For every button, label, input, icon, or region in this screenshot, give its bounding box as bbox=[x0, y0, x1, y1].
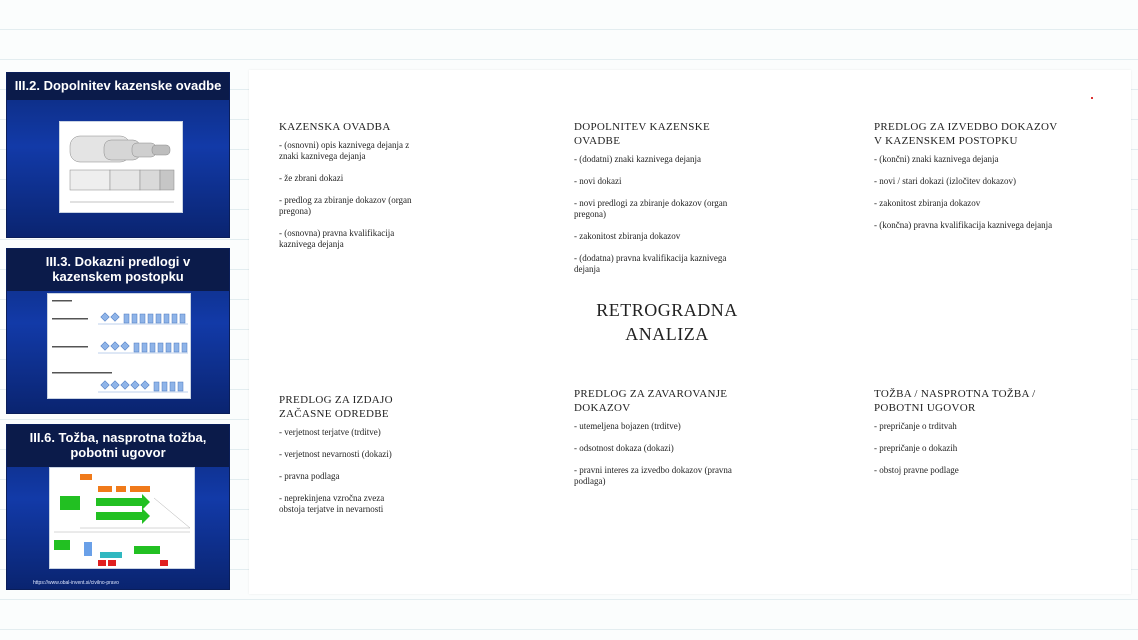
section-heading: PREDLOG ZA ZAVAROVANJE DOKAZOV bbox=[574, 388, 728, 414]
thumbnail-title: III.6. Tožba, nasprotna tožba, pobotni ugovor bbox=[7, 425, 229, 467]
section-list bbox=[279, 427, 409, 515]
list-item: - (osnovna) pravna kvalifikacija kaznivega dejanja bbox=[279, 228, 395, 249]
flow-diagram-image bbox=[48, 294, 192, 400]
thumbnail-title: III.2. Dopolnitev kazenske ovadbe bbox=[7, 73, 229, 100]
list-item: - zakonitost zbiranja dokazov bbox=[874, 198, 981, 208]
section-list bbox=[279, 140, 419, 250]
thumbnail-diagram bbox=[59, 121, 183, 213]
list-item: - (končna) pravna kvalifikacija kaznivega dejanja bbox=[874, 220, 1053, 230]
list-item: - zakonitost zbiranja dokazov bbox=[574, 231, 681, 241]
section-heading: PREDLOG ZA IZDAJO ZAČASNE ODREDBE bbox=[279, 394, 393, 420]
list-item: - prepričanje o dokazih bbox=[874, 443, 958, 453]
list-item: - verjetnost terjatve (trditve) bbox=[279, 427, 381, 437]
red-dot-marker bbox=[1091, 97, 1093, 99]
thumbnail-dopolnitev[interactable] bbox=[6, 72, 230, 238]
list-item: - pravni interes za izvedbo dokazov (pravna podlaga) bbox=[574, 465, 732, 486]
thumbnail-title: III.3. Dokazni predlogi v kazenskem postopku bbox=[7, 249, 229, 291]
list-item: - (dodatna) pravna kvalifikacija kaznivega dejanja bbox=[574, 253, 727, 274]
section-list bbox=[574, 154, 749, 275]
section-list bbox=[574, 421, 749, 487]
section-zavarovanje-dokazov bbox=[574, 387, 749, 498]
section-dopolnitev bbox=[574, 120, 749, 286]
thumbnail-url: https://www.obal-invent.si/civilno-pravo bbox=[33, 580, 119, 586]
list-item: - že zbrani dokazi bbox=[279, 173, 344, 183]
cylinder-diagram-image bbox=[60, 122, 184, 214]
section-kazenska-ovadba bbox=[279, 120, 419, 261]
section-heading: TOŽBA / NASPROTNA TOŽBA / POBOTNI UGOVOR bbox=[874, 388, 1036, 414]
list-item: - utemeljena bojazen (trditve) bbox=[574, 421, 681, 431]
section-predlog-izvedbo bbox=[874, 120, 1064, 242]
list-item: - novi / stari dokazi (izločitev dokazov) bbox=[874, 176, 1016, 186]
thumbnail-tozba[interactable] bbox=[6, 424, 230, 590]
list-item: - predlog za zbiranje dokazov (organ pregona) bbox=[279, 195, 412, 216]
main-slide bbox=[249, 70, 1131, 594]
list-item: - novi dokazi bbox=[574, 176, 622, 186]
slide-thumbnail-panel bbox=[6, 72, 230, 600]
list-item: - verjetnost nevarnosti (dokazi) bbox=[279, 449, 392, 459]
process-diagram-image bbox=[50, 468, 196, 570]
section-zacasna-odredba bbox=[279, 393, 409, 526]
thumbnail-diagram bbox=[49, 467, 195, 569]
list-item: - novi predlogi za zbiranje dokazov (organ pregona) bbox=[574, 198, 728, 219]
list-item: - pravna podlaga bbox=[279, 471, 340, 481]
center-title-line: RETROGRADNA bbox=[596, 300, 738, 320]
thumbnail-dokazni-predlogi[interactable] bbox=[6, 248, 230, 414]
list-item: - (osnovni) opis kaznivega dejanja z znaki kaznivega dejanja bbox=[279, 140, 410, 161]
center-title bbox=[577, 298, 757, 346]
thumbnail-diagram bbox=[47, 293, 191, 399]
section-list bbox=[874, 154, 1064, 231]
list-item: - prepričanje o trditvah bbox=[874, 421, 957, 431]
section-tozba bbox=[874, 387, 1054, 487]
center-title-line: ANALIZA bbox=[625, 324, 709, 344]
section-list bbox=[874, 421, 1054, 476]
section-heading: KAZENSKA OVADBA bbox=[279, 121, 391, 133]
section-heading: PREDLOG ZA IZVEDBO DOKAZOV V KAZENSKEM POSTOPKU bbox=[874, 121, 1058, 147]
list-item: - (dodatni) znaki kaznivega dejanja bbox=[574, 154, 701, 164]
list-item: - (končni) znaki kaznivega dejanja bbox=[874, 154, 999, 164]
list-item: - obstoj pravne podlage bbox=[874, 465, 959, 475]
list-item: - odsotnost dokaza (dokazi) bbox=[574, 443, 674, 453]
section-heading: DOPOLNITEV KAZENSKE OVADBE bbox=[574, 121, 710, 147]
list-item: - neprekinjena vzročna zveza obstoja terjatve in nevarnosti bbox=[279, 493, 385, 514]
